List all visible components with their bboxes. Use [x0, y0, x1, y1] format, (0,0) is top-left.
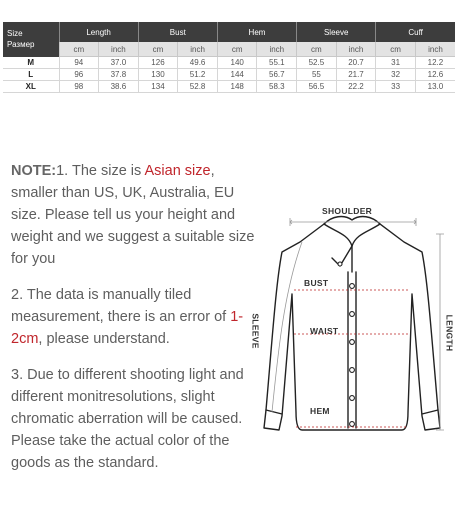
table-cell: 32 — [376, 69, 416, 81]
column-header-hem: Hem — [217, 22, 296, 42]
table-cell: 37.8 — [99, 69, 139, 81]
table-cell: 94 — [59, 57, 99, 69]
table-cell: 96 — [59, 69, 99, 81]
size-header-label: Size — [7, 29, 23, 39]
column-header-bust: Bust — [138, 22, 217, 42]
hem-label: HEM — [310, 406, 330, 416]
table-cell: 56.7 — [257, 69, 297, 81]
table-cell: 31 — [376, 57, 416, 69]
note-1-highlight: Asian size — [144, 163, 211, 179]
table-cell: 37.0 — [99, 57, 139, 69]
table-cell: 21.7 — [336, 69, 376, 81]
length-label: LENGTH — [444, 314, 455, 352]
unit-row — [3, 42, 455, 57]
table-cell: 20.7 — [336, 57, 376, 69]
note-2-text: 2. The data is manually tiled measurement, there is an error of — [11, 287, 231, 325]
size-table — [3, 22, 455, 93]
column-header-sleeve: Sleeve — [297, 22, 376, 42]
note-3: 3. Due to different shooting light and different monitresolutions, slight chromatic aberration will be caused. Please take the actual color of the goods as the standard. — [11, 367, 244, 471]
notes-section — [11, 160, 263, 488]
table-row — [3, 81, 455, 93]
table-cell: 51.2 — [178, 69, 218, 81]
size-cell: M — [3, 57, 59, 69]
shirt-illustration — [262, 202, 458, 464]
table-cell: 12.6 — [415, 69, 455, 81]
unit-cell: cm — [297, 42, 337, 57]
note-1-text: 1. The size is — [56, 163, 145, 179]
bust-label: BUST — [304, 278, 329, 288]
table-cell: 38.6 — [99, 81, 139, 93]
unit-cell: cm — [138, 42, 178, 57]
unit-cell: cm — [217, 42, 257, 57]
table-cell: 98 — [59, 81, 99, 93]
table-cell: 134 — [138, 81, 178, 93]
unit-cell: inch — [99, 42, 139, 57]
size-header-cell — [3, 22, 59, 57]
column-header-length: Length — [59, 22, 138, 42]
table-header-row — [3, 22, 455, 42]
table-cell: 130 — [138, 69, 178, 81]
table-cell: 140 — [217, 57, 257, 69]
table-cell: 55 — [297, 69, 337, 81]
unit-cell: inch — [415, 42, 455, 57]
size-cell: L — [3, 69, 59, 81]
unit-cell: cm — [59, 42, 99, 57]
unit-cell: inch — [178, 42, 218, 57]
table-cell: 126 — [138, 57, 178, 69]
note-1 — [11, 160, 263, 270]
unit-cell: inch — [257, 42, 297, 57]
size-header-label-ru: Размер — [7, 40, 35, 50]
table-cell: 52.5 — [297, 57, 337, 69]
note-1-text-cont: , smaller than US, UK, Australia, EU size. Please tell us your height and weight and we suggest a suitable size for you — [11, 163, 255, 267]
table-cell: 33 — [376, 81, 416, 93]
waist-label: WAIST — [310, 326, 339, 336]
note-label: NOTE: — [11, 163, 57, 179]
table-cell: 12.2 — [415, 57, 455, 69]
table-row — [3, 57, 455, 69]
note-2-text-cont: , please understand. — [38, 331, 170, 347]
table-cell: 58.3 — [257, 81, 297, 93]
table-cell: 49.6 — [178, 57, 218, 69]
table-cell: 13.0 — [415, 81, 455, 93]
shirt-measurement-diagram — [250, 202, 458, 464]
table-row — [3, 69, 455, 81]
column-header-cuff: Cuff — [376, 22, 455, 42]
sleeve-label: SLEEVE — [250, 313, 261, 349]
table-cell: 55.1 — [257, 57, 297, 69]
unit-cell: cm — [376, 42, 416, 57]
unit-cell: inch — [336, 42, 376, 57]
table-cell: 148 — [217, 81, 257, 93]
size-cell: XL — [3, 81, 59, 93]
note-2 — [11, 284, 263, 350]
table-cell: 56.5 — [297, 81, 337, 93]
table-cell: 52.8 — [178, 81, 218, 93]
note-2-highlight: 1-2cm — [11, 309, 244, 347]
table-cell: 144 — [217, 69, 257, 81]
shoulder-label: SHOULDER — [322, 206, 373, 216]
table-cell: 22.2 — [336, 81, 376, 93]
